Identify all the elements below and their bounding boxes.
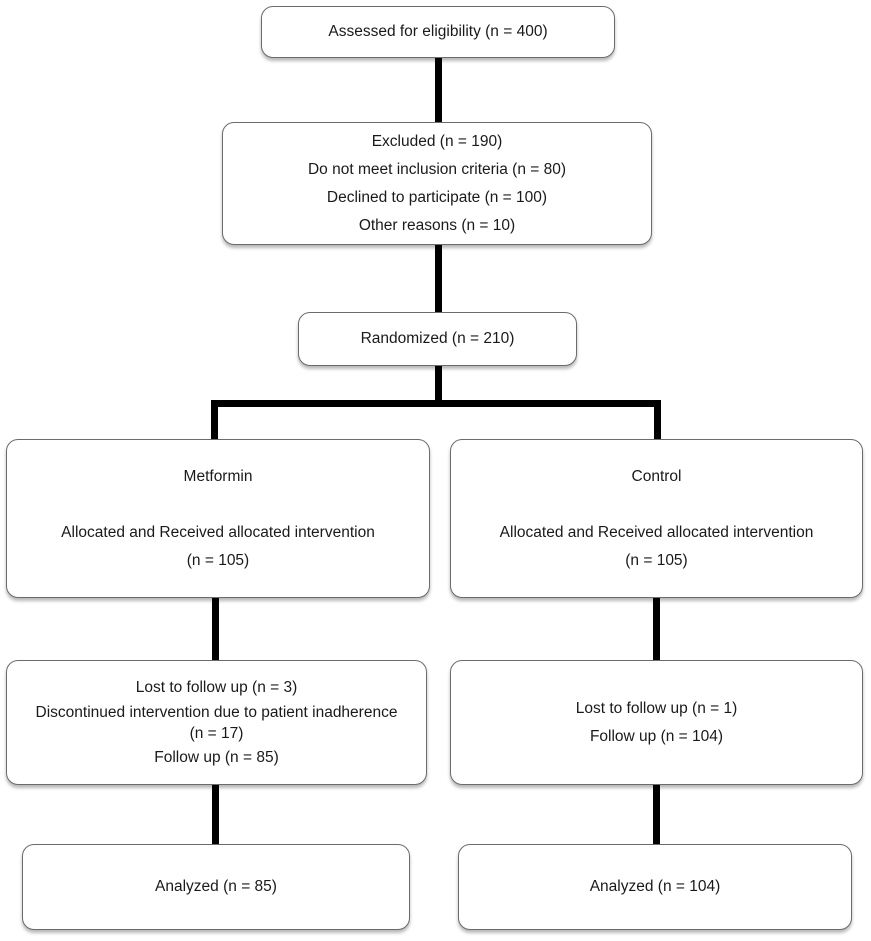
connector-metformin-to-followup <box>212 596 219 662</box>
control-analyzed-text: Analyzed (n = 104) <box>589 878 721 895</box>
metformin-discontinued-text: Discontinued intervention due to patient inadherence <box>35 703 398 721</box>
assessed-text: Assessed for eligibility (n = 400) <box>328 23 548 40</box>
control-allocation-box <box>450 439 863 598</box>
metformin-allocation-box <box>6 439 430 598</box>
randomized-text: Randomized (n = 210) <box>360 330 515 347</box>
connector-control-to-followup <box>653 596 660 662</box>
connector-randomized-to-branch <box>435 365 442 403</box>
control-allocated-n: (n = 105) <box>625 551 688 569</box>
control-followup-box <box>450 660 863 785</box>
control-analyzed-box <box>458 844 852 930</box>
metformin-discontinued-n: (n = 17) <box>189 724 244 742</box>
connector-branch-to-control <box>654 400 661 442</box>
metformin-allocated-text: Allocated and Received allocated intervention <box>61 523 375 541</box>
connector-excluded-to-randomized <box>435 244 442 314</box>
control-arm-title: Control <box>631 467 682 485</box>
control-allocated-text: Allocated and Received allocated intervention <box>499 523 814 541</box>
randomized-box <box>298 312 577 366</box>
excluded-declined-text: Declined to participate (n = 100) <box>326 188 548 206</box>
excluded-inclusion-criteria-text: Do not meet inclusion criteria (n = 80) <box>307 160 567 178</box>
excluded-other-reasons-text: Other reasons (n = 10) <box>358 216 516 234</box>
assessed-eligibility-box <box>261 6 615 58</box>
metformin-followup-box <box>6 660 427 785</box>
control-followup-n: Follow up (n = 104) <box>589 727 724 745</box>
excluded-box <box>222 122 652 245</box>
connector-assessed-to-excluded <box>435 56 442 124</box>
excluded-total-text: Excluded (n = 190) <box>371 132 503 150</box>
metformin-analyzed-box <box>22 844 410 930</box>
metformin-arm-title: Metformin <box>183 467 253 485</box>
control-lost-followup-text: Lost to follow up (n = 1) <box>575 699 738 717</box>
metformin-allocated-n: (n = 105) <box>186 551 250 569</box>
metformin-analyzed-text: Analyzed (n = 85) <box>155 878 277 895</box>
metformin-followup-n: Follow up (n = 85) <box>154 748 279 766</box>
connector-control-followup-to-analyzed <box>653 783 660 847</box>
connector-branch-horizontal <box>211 400 661 407</box>
connector-branch-to-metformin <box>211 400 218 442</box>
metformin-lost-followup-text: Lost to follow up (n = 3) <box>135 678 298 696</box>
connector-metformin-followup-to-analyzed <box>212 783 219 847</box>
